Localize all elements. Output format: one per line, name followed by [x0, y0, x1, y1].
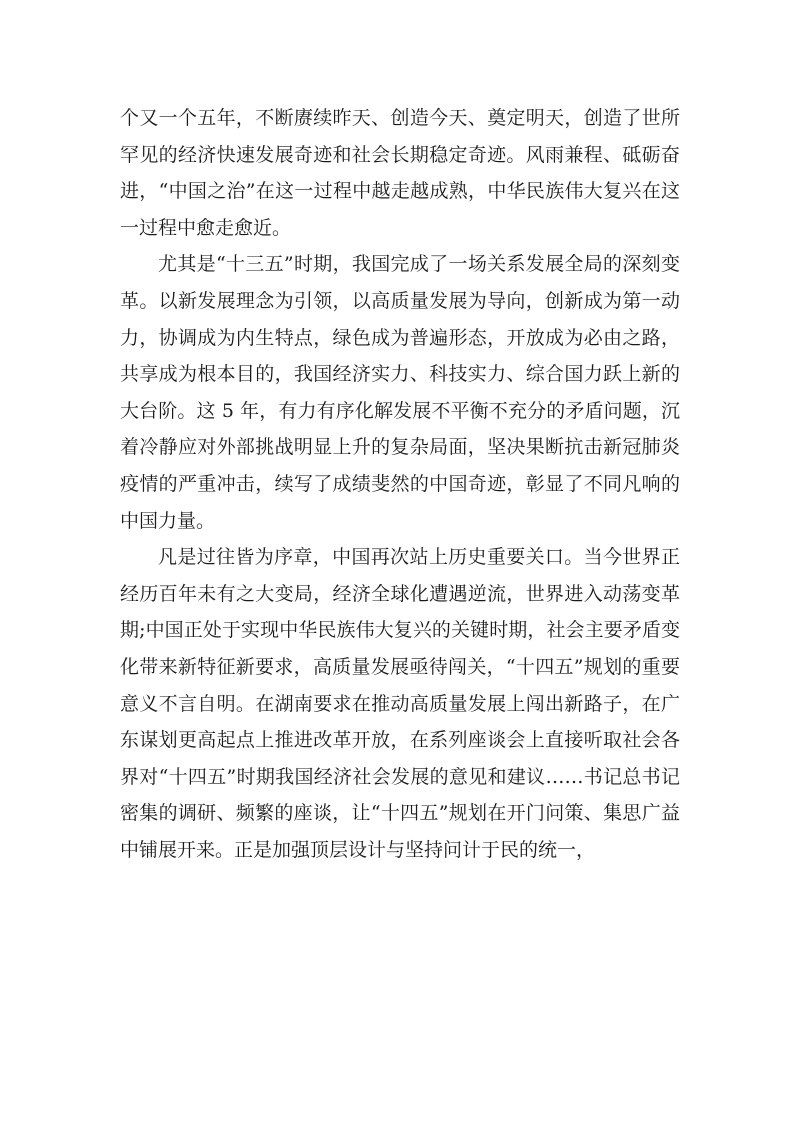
paragraph-1: 个又一个五年，不断赓续昨天、创造今天、奠定明天，创造了世所罕见的经济快速发展奇迹和社会长期稳定奇迹。风雨兼程、砥砺奋进，“中国之治”在这一过程中越走越成熟，中华民族伟大复兴在这一过程中愈走愈近。	[120, 107, 680, 239]
body-text	[120, 100, 680, 868]
paragraph-3: 凡是过往皆为序章，中国再次站上历史重要关口。当今世界正经历百年未有之大变局，经济全球化遭遇逆流，世界进入动荡变革期;中国正处于实现中华民族伟大复兴的关键时期，社会主要矛盾变化带来新特征新要求，高质量发展亟待闯关，“十四五”规划的重要意义不言自明。在湖南要求在推动高质量发展上闯出新路子，在广东谋划更高起点上推进改革开放，在系列座谈会上直接听取社会各界对“十四五”时期我国经济社会发展的意见和建议……书记总书记密集的调研、频繁的座谈，让“十四五”规划在开门问策、集思广益中铺展开来。正是加强顶层设计与坚持问计于民的统一，	[120, 546, 680, 861]
paragraph-2: 尤其是“十三五”时期，我国完成了一场关系发展全局的深刻变革。以新发展理念为引领，以高质量发展为导向，创新成为第一动力，协调成为内生特点，绿色成为普遍形态，开放成为必由之路，共享成为根本目的，我国经济实力、科技实力、综合国力跃上新的大台阶。这 5 年，有力有序化解发展不平衡不充分的矛盾问题，沉着冷静应对外部挑战明显上升的复杂局面，坚决果断抗击新冠肺炎疫情的严重冲击，续写了成绩斐然的中国奇迹，彰显了不同凡响的中国力量。	[120, 253, 680, 532]
